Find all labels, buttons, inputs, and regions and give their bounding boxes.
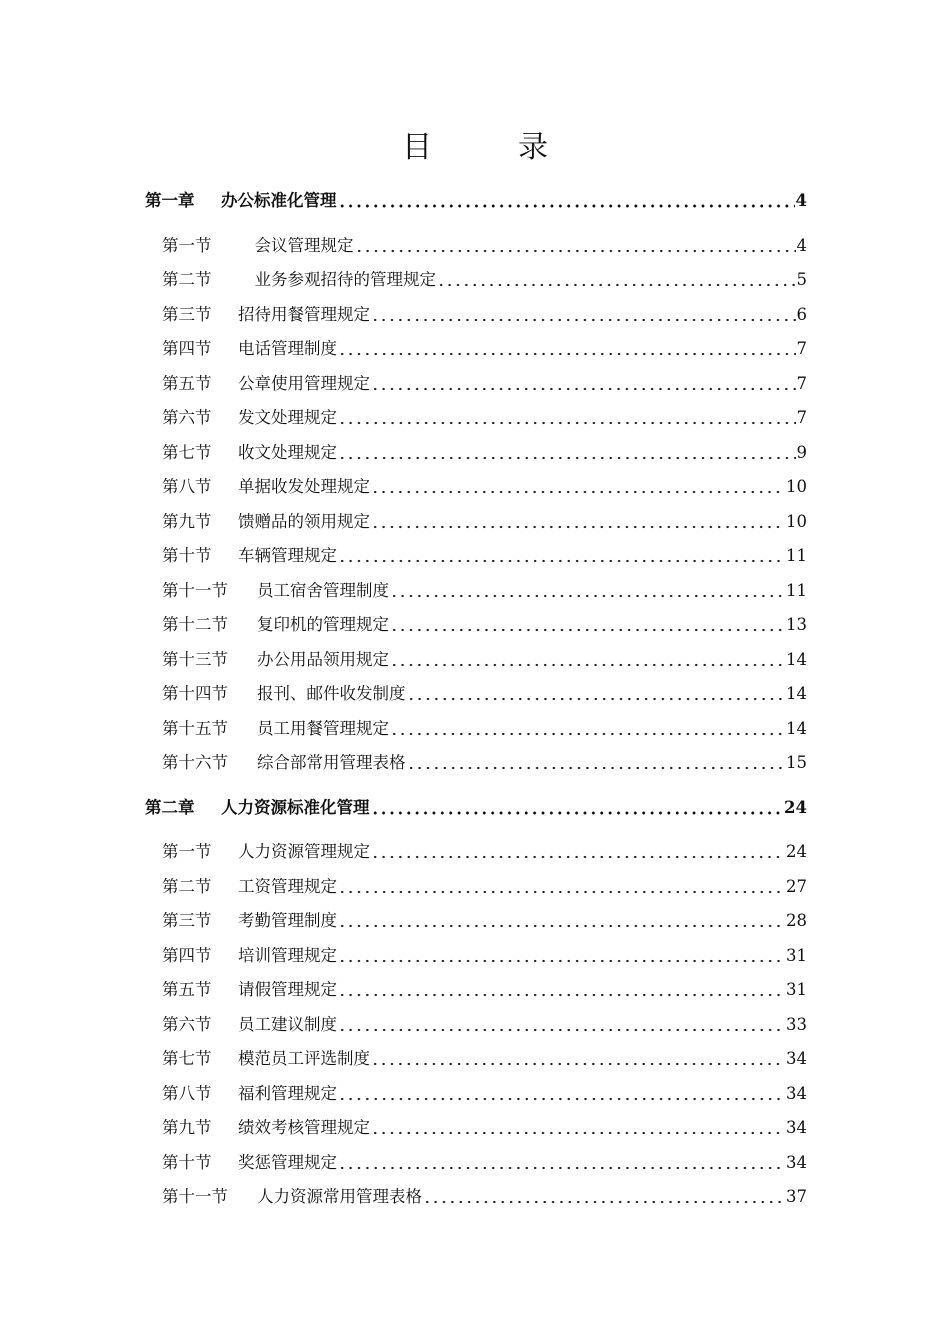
dot-leader bbox=[390, 732, 785, 736]
dot-leader bbox=[338, 959, 785, 963]
toc-section-entry[interactable] bbox=[162, 505, 807, 533]
page-number: 7 bbox=[796, 408, 807, 427]
section-number: 第十节 bbox=[162, 1152, 212, 1172]
chapter-number: 第一章 bbox=[145, 191, 195, 210]
section-number: 第十三节 bbox=[162, 649, 228, 669]
toc-section-entry[interactable] bbox=[162, 939, 807, 967]
section-number: 第二节 bbox=[162, 270, 212, 289]
section-title: 会议管理规定 bbox=[238, 235, 354, 255]
page-number: 4 bbox=[795, 191, 807, 210]
toc-section-entry[interactable] bbox=[162, 1042, 807, 1070]
dot-leader bbox=[407, 697, 786, 701]
toc-section-entry[interactable] bbox=[162, 835, 807, 863]
toc-section-entry[interactable] bbox=[162, 436, 807, 464]
section-title: 电话管理制度 bbox=[238, 339, 337, 358]
section-title: 员工建议制度 bbox=[238, 1014, 337, 1034]
page-number: 11 bbox=[786, 546, 807, 565]
section-number: 第三节 bbox=[162, 911, 212, 930]
toc-title: 目 录 bbox=[402, 130, 576, 165]
dot-leader bbox=[338, 456, 796, 460]
section-number: 第十六节 bbox=[162, 753, 228, 772]
dot-leader bbox=[407, 766, 786, 770]
toc-section-entry[interactable] bbox=[162, 746, 807, 774]
page-number: 6 bbox=[796, 304, 807, 324]
section-title: 人力资源管理规定 bbox=[238, 842, 370, 861]
section-title: 福利管理规定 bbox=[238, 1083, 337, 1103]
section-number: 第九节 bbox=[162, 511, 212, 531]
page-number: 33 bbox=[786, 1014, 807, 1034]
page-number: 10 bbox=[786, 477, 807, 496]
page-number: 4 bbox=[796, 235, 807, 255]
dot-leader bbox=[390, 594, 785, 598]
page-number: 31 bbox=[786, 980, 807, 999]
section-title: 考勤管理制度 bbox=[238, 911, 337, 930]
dot-leader bbox=[371, 811, 784, 815]
chapter-title: 办公标准化管理 bbox=[221, 191, 337, 210]
page-number: 7 bbox=[796, 373, 807, 393]
page-number: 31 bbox=[786, 945, 807, 965]
dot-leader bbox=[338, 924, 785, 928]
toc-section-entry[interactable] bbox=[162, 973, 807, 1001]
dot-leader bbox=[437, 283, 796, 287]
page-number: 14 bbox=[786, 684, 807, 703]
dot-leader bbox=[371, 525, 785, 529]
section-number: 第八节 bbox=[162, 477, 212, 496]
section-number: 第八节 bbox=[162, 1083, 212, 1103]
section-title: 请假管理规定 bbox=[238, 980, 337, 999]
section-title: 员工用餐管理规定 bbox=[257, 718, 389, 738]
section-title: 单据收发处理规定 bbox=[238, 477, 370, 496]
toc-section-entry[interactable] bbox=[162, 1111, 807, 1139]
toc-section-entry[interactable] bbox=[162, 574, 807, 602]
toc-section-entry[interactable] bbox=[162, 1008, 807, 1036]
page-number: 28 bbox=[786, 911, 807, 930]
section-title: 公章使用管理规定 bbox=[238, 373, 370, 393]
toc-section-entry[interactable] bbox=[162, 539, 807, 567]
dot-leader bbox=[371, 387, 796, 391]
section-number: 第五节 bbox=[162, 373, 212, 393]
section-title: 模范员工评选制度 bbox=[238, 1049, 370, 1068]
section-number: 第十一节 bbox=[162, 580, 228, 600]
dot-leader bbox=[338, 352, 796, 356]
section-number: 第九节 bbox=[162, 1118, 212, 1137]
section-number: 第十五节 bbox=[162, 718, 228, 738]
dot-leader bbox=[338, 1028, 785, 1032]
dot-leader bbox=[371, 1131, 785, 1135]
section-title: 绩效考核管理规定 bbox=[238, 1118, 370, 1137]
toc-section-entry[interactable] bbox=[162, 229, 807, 257]
page-number: 34 bbox=[786, 1083, 807, 1103]
section-number: 第四节 bbox=[162, 339, 212, 358]
dot-leader bbox=[371, 318, 796, 322]
toc-section-entry[interactable] bbox=[162, 1077, 807, 1105]
dot-leader bbox=[355, 249, 796, 253]
toc-section-entry[interactable] bbox=[162, 1146, 807, 1174]
section-title: 业务参观招待的管理规定 bbox=[238, 270, 436, 289]
page-number: 24 bbox=[784, 797, 807, 817]
section-number: 第六节 bbox=[162, 1014, 212, 1034]
section-number: 第一节 bbox=[162, 842, 212, 861]
toc-section-entry[interactable] bbox=[162, 367, 807, 395]
section-number: 第十节 bbox=[162, 546, 212, 565]
page-number: 10 bbox=[786, 511, 807, 531]
toc-section-entry[interactable] bbox=[162, 263, 807, 291]
chapter-title: 人力资源标准化管理 bbox=[221, 797, 370, 817]
toc-section-entry[interactable] bbox=[162, 470, 807, 498]
page-number: 14 bbox=[786, 649, 807, 669]
dot-leader bbox=[338, 1166, 785, 1170]
section-title: 复印机的管理规定 bbox=[257, 615, 389, 634]
section-title: 人力资源常用管理表格 bbox=[257, 1187, 422, 1206]
page-number: 37 bbox=[786, 1187, 807, 1206]
dot-leader bbox=[390, 628, 785, 632]
page-number: 11 bbox=[786, 580, 807, 600]
section-title: 招待用餐管理规定 bbox=[238, 304, 370, 324]
section-number: 第四节 bbox=[162, 945, 212, 965]
dot-leader bbox=[371, 490, 785, 494]
toc-section-entry[interactable] bbox=[162, 332, 807, 360]
section-number: 第十二节 bbox=[162, 615, 228, 634]
section-title: 报刊、邮件收发制度 bbox=[257, 684, 406, 703]
section-number: 第七节 bbox=[162, 1049, 212, 1068]
section-title: 发文处理规定 bbox=[238, 408, 337, 427]
toc-section-entry[interactable] bbox=[162, 643, 807, 671]
dot-leader bbox=[338, 559, 785, 563]
page-number: 13 bbox=[786, 615, 807, 634]
toc-section-entry[interactable] bbox=[162, 401, 807, 429]
dot-leader bbox=[338, 890, 785, 894]
toc-section-entry[interactable] bbox=[162, 608, 807, 636]
section-number: 第一节 bbox=[162, 235, 212, 255]
section-number: 第十一节 bbox=[162, 1187, 228, 1206]
page-number: 24 bbox=[786, 842, 807, 861]
dot-leader bbox=[390, 663, 785, 667]
page-number: 34 bbox=[786, 1118, 807, 1137]
toc-section-entry[interactable] bbox=[162, 712, 807, 740]
section-title: 培训管理规定 bbox=[238, 945, 337, 965]
chapter-number: 第二章 bbox=[145, 797, 195, 817]
section-number: 第七节 bbox=[162, 442, 212, 462]
dot-leader bbox=[338, 204, 795, 208]
dot-leader bbox=[338, 993, 785, 997]
toc-chapter-entry[interactable] bbox=[145, 791, 807, 819]
section-title: 工资管理规定 bbox=[238, 876, 337, 896]
section-number: 第五节 bbox=[162, 980, 212, 999]
section-title: 员工宿舍管理制度 bbox=[257, 580, 389, 600]
toc-section-entry[interactable] bbox=[162, 904, 807, 932]
page-number: 34 bbox=[786, 1152, 807, 1172]
section-title: 综合部常用管理表格 bbox=[257, 753, 406, 772]
dot-leader bbox=[338, 1097, 785, 1101]
dot-leader bbox=[371, 1062, 785, 1066]
section-title: 车辆管理规定 bbox=[238, 546, 337, 565]
page-number: 34 bbox=[786, 1049, 807, 1068]
section-title: 办公用品领用规定 bbox=[257, 649, 389, 669]
dot-leader bbox=[371, 855, 785, 859]
page-number: 15 bbox=[786, 753, 807, 772]
section-title: 收文处理规定 bbox=[238, 442, 337, 462]
section-title: 馈赠品的领用规定 bbox=[238, 511, 370, 531]
page-number: 14 bbox=[786, 718, 807, 738]
page-number: 5 bbox=[796, 270, 807, 289]
section-number: 第二节 bbox=[162, 876, 212, 896]
dot-leader bbox=[338, 421, 796, 425]
page-number: 7 bbox=[796, 339, 807, 358]
page-number: 9 bbox=[796, 442, 807, 462]
dot-leader bbox=[423, 1200, 785, 1204]
section-title: 奖惩管理规定 bbox=[238, 1152, 337, 1172]
toc-section-entry[interactable] bbox=[162, 298, 807, 326]
toc-section-entry[interactable] bbox=[162, 677, 807, 705]
section-number: 第三节 bbox=[162, 304, 212, 324]
section-number: 第十四节 bbox=[162, 684, 228, 703]
toc-section-entry[interactable] bbox=[162, 1180, 807, 1208]
section-number: 第六节 bbox=[162, 408, 212, 427]
toc-chapter-entry[interactable] bbox=[145, 184, 807, 212]
toc-section-entry[interactable] bbox=[162, 870, 807, 898]
page-number: 27 bbox=[786, 876, 807, 896]
